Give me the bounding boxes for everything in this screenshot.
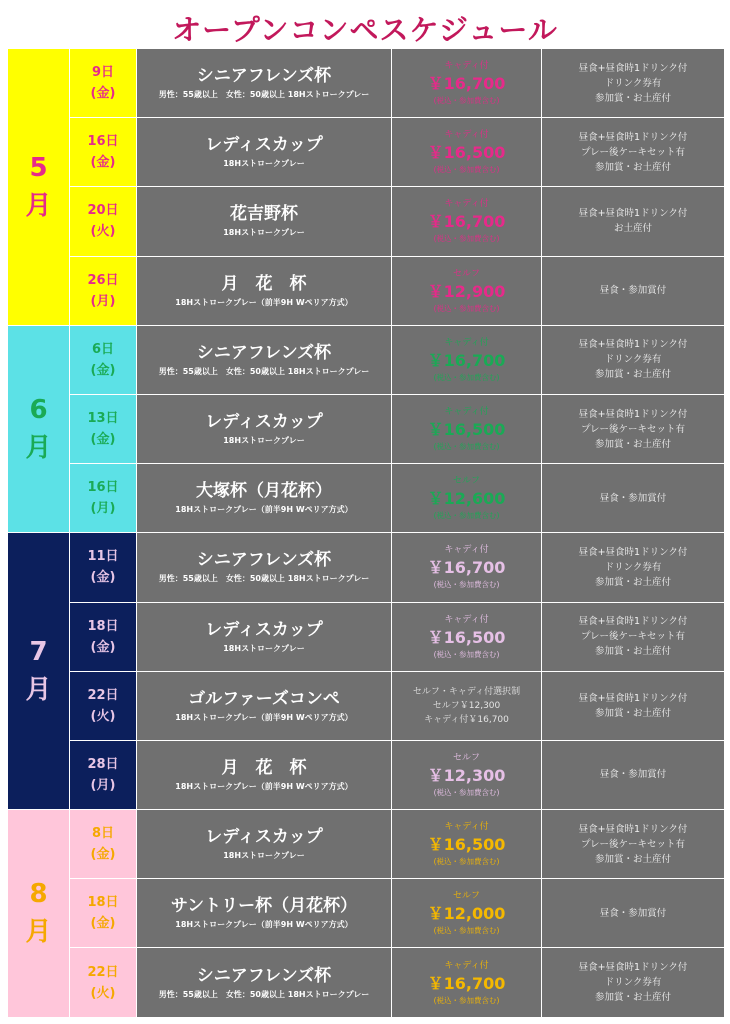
price-amount: ￥16,700: [427, 212, 506, 232]
price-note: (税込・参加費含む): [433, 926, 500, 936]
price-cell: [392, 49, 542, 118]
schedule-row: [8, 948, 725, 1017]
day-cell: [70, 49, 137, 118]
notes-cell: [542, 394, 725, 463]
month-label: 月: [25, 917, 52, 948]
day-cell: [70, 394, 137, 463]
day-date: 20日: [87, 203, 119, 219]
note-line: プレー後ケーキセット有: [580, 838, 686, 850]
day-weekday: (金): [90, 639, 116, 655]
price-type: セルフ: [452, 752, 480, 763]
schedule-row: [8, 118, 725, 187]
note-line: 参加賞・お土産付: [594, 853, 671, 865]
day-date: 18日: [87, 895, 119, 911]
price-type: キャディ付: [444, 337, 489, 348]
event-name: レディスカップ: [205, 619, 323, 640]
price-cell: [392, 325, 542, 394]
price-option: キャディ付￥16,700: [424, 714, 509, 725]
notes-cell: [542, 533, 725, 602]
price-type: キャディ付: [444, 407, 489, 418]
event-format: 男性：55歳以上 女性：50歳以上 18Hストロークプレー: [158, 366, 370, 376]
month-cell: [8, 810, 70, 1018]
note-line: 参加賞・お土産付: [594, 576, 671, 588]
price-cell: [392, 256, 542, 325]
event-cell: [137, 394, 392, 463]
day-date: 28日: [87, 756, 119, 772]
price-type: セルフ: [452, 891, 480, 902]
day-date: 8日: [91, 826, 115, 842]
notes-cell: [542, 740, 725, 809]
schedule-row: [8, 256, 725, 325]
price-cell: [392, 118, 542, 187]
note-line: 昼食・参加賞付: [599, 769, 667, 781]
schedule-row: [8, 464, 725, 533]
notes-cell: [542, 810, 725, 879]
month-cell: [8, 533, 70, 810]
notes-cell: [542, 948, 725, 1017]
event-name: 月 花 杯: [221, 273, 307, 294]
price-amount: ￥16,500: [427, 420, 506, 440]
event-name: レディスカップ: [205, 135, 323, 156]
schedule-row: [8, 533, 725, 602]
day-cell: [70, 464, 137, 533]
event-cell: [137, 187, 392, 256]
event-cell: [137, 49, 392, 118]
day-cell: [70, 256, 137, 325]
event-cell: [137, 464, 392, 533]
event-name: シニアフレンズ杯: [196, 550, 332, 571]
note-line: プレー後ケーキセット有: [580, 631, 686, 643]
day-cell: [70, 948, 137, 1017]
note-line: 昼食+昼食時1ドリンク付: [578, 62, 688, 74]
day-weekday: (金): [90, 570, 116, 586]
event-name: 大塚杯（月花杯）: [196, 481, 332, 502]
price-cell: [392, 948, 542, 1017]
price-type: キャディ付: [444, 960, 489, 971]
event-name: レディスカップ: [205, 827, 323, 848]
day-weekday: (金): [90, 155, 116, 171]
price-note: (税込・参加費含む): [433, 303, 500, 313]
day-cell: [70, 879, 137, 948]
day-date: 18日: [87, 618, 119, 634]
event-name: ゴルファーズコンペ: [188, 688, 340, 709]
event-cell: [137, 256, 392, 325]
day-weekday: (月): [90, 293, 116, 309]
event-cell: [137, 671, 392, 740]
price-type: セルフ: [452, 268, 480, 279]
day-date: 16日: [87, 134, 119, 150]
month-label: 月: [25, 433, 52, 464]
event-name: 月 花 杯: [221, 757, 307, 778]
price-amount: ￥16,500: [427, 627, 506, 647]
price-note: (税込・参加費含む): [433, 995, 500, 1005]
price-amount: ￥12,300: [427, 765, 506, 785]
note-line: 昼食+昼食時1ドリンク付: [578, 616, 688, 628]
event-format: 男性：55歳以上 女性：50歳以上 18Hストロークプレー: [158, 90, 370, 100]
note-line: 昼食・参加賞付: [599, 907, 667, 919]
day-date: 26日: [87, 272, 119, 288]
day-date: 16日: [87, 480, 119, 496]
day-date: 9日: [91, 65, 115, 81]
price-note: (税込・参加費含む): [433, 234, 500, 244]
day-weekday: (火): [90, 224, 116, 240]
day-weekday: (金): [90, 362, 116, 378]
event-cell: [137, 879, 392, 948]
price-type: キャディ付: [444, 545, 489, 556]
event-name: シニアフレンズ杯: [196, 342, 332, 363]
event-format: 18Hストロークプレー: [223, 159, 305, 169]
day-date: 6日: [91, 341, 115, 357]
schedule-row: [8, 671, 725, 740]
event-format: 男性：55歳以上 女性：50歳以上 18Hストロークプレー: [158, 574, 370, 584]
price-cell: [392, 810, 542, 879]
day-weekday: (金): [90, 432, 116, 448]
month-label: 8: [29, 879, 48, 910]
note-line: プレー後ケーキセット有: [580, 146, 686, 158]
price-cell: [392, 879, 542, 948]
price-amount: ￥16,500: [427, 143, 506, 163]
price-option: セルフ・キャディ付選択制: [412, 686, 521, 697]
price-note: (税込・参加費含む): [433, 511, 500, 521]
price-note: (税込・参加費含む): [433, 442, 500, 452]
event-name: 花吉野杯: [230, 204, 298, 225]
price-cell: [392, 394, 542, 463]
schedule-row: [8, 602, 725, 671]
event-name: サントリー杯（月花杯）: [170, 896, 358, 917]
price-amount: ￥16,700: [427, 74, 506, 94]
schedule-row: [8, 740, 725, 809]
event-format: 18Hストロークプレー: [223, 851, 305, 861]
note-line: 昼食+昼食時1ドリンク付: [578, 339, 688, 351]
month-label: 5: [29, 152, 48, 183]
note-line: 昼食+昼食時1ドリンク付: [578, 408, 688, 420]
event-cell: [137, 810, 392, 879]
note-line: 昼食+昼食時1ドリンク付: [578, 208, 688, 220]
price-amount: ￥16,700: [427, 350, 506, 370]
notes-cell: [542, 49, 725, 118]
event-cell: [137, 602, 392, 671]
price-note: (税込・参加費含む): [433, 372, 500, 382]
price-type: キャディ付: [444, 614, 489, 625]
day-cell: [70, 810, 137, 879]
event-format: 18Hストロークプレー: [223, 436, 305, 446]
price-cell: [392, 187, 542, 256]
note-line: 昼食+昼食時1ドリンク付: [578, 962, 688, 974]
note-line: ドリンク券有: [604, 561, 662, 573]
event-format: 18Hストロークプレー（前半9H Wペリア方式）: [175, 920, 353, 930]
event-format: 18Hストロークプレー: [223, 643, 305, 653]
event-name: レディスカップ: [205, 412, 323, 433]
price-note: (税込・参加費含む): [433, 96, 500, 106]
notes-cell: [542, 256, 725, 325]
month-label: 6: [29, 395, 48, 426]
price-cell: [392, 533, 542, 602]
schedule-row: [8, 394, 725, 463]
schedule-row: [8, 879, 725, 948]
month-label: 月: [25, 675, 52, 706]
event-format: 18Hストロークプレー: [223, 228, 305, 238]
price-cell: [392, 464, 542, 533]
note-line: 参加賞・お土産付: [594, 438, 671, 450]
day-cell: [70, 740, 137, 809]
price-option: セルフ￥12,300: [432, 700, 501, 711]
day-cell: [70, 118, 137, 187]
event-cell: [137, 948, 392, 1017]
price-amount: ￥16,700: [427, 558, 506, 578]
note-line: 参加賞・お土産付: [594, 992, 671, 1004]
note-line: プレー後ケーキセット有: [580, 423, 686, 435]
month-label: 月: [25, 190, 52, 221]
day-weekday: (金): [90, 86, 116, 102]
event-format: 18Hストロークプレー（前半9H Wペリア方式）: [175, 297, 353, 307]
note-line: 参加賞・お土産付: [594, 369, 671, 381]
event-name: シニアフレンズ杯: [196, 66, 332, 87]
schedule-table: [7, 48, 725, 1018]
day-date: 13日: [87, 411, 119, 427]
day-weekday: (金): [90, 847, 116, 863]
note-line: ドリンク券有: [604, 354, 662, 366]
month-cell: [8, 49, 70, 326]
price-type: キャディ付: [444, 199, 489, 210]
notes-cell: [542, 602, 725, 671]
price-type: キャディ付: [444, 130, 489, 141]
price-amount: ￥12,000: [427, 904, 506, 924]
schedule-row: [8, 325, 725, 394]
page-title: オープンコンペスケジュール: [172, 13, 558, 47]
price-note: (税込・参加費含む): [433, 580, 500, 590]
day-cell: [70, 533, 137, 602]
event-format: 18Hストロークプレー（前半9H Wペリア方式）: [175, 505, 353, 515]
month-label: 7: [29, 637, 48, 668]
day-date: 22日: [87, 687, 119, 703]
notes-cell: [542, 118, 725, 187]
note-line: 昼食・参加賞付: [599, 492, 667, 504]
price-note: (税込・参加費含む): [433, 165, 500, 175]
schedule-row: [8, 810, 725, 879]
schedule-row: [8, 187, 725, 256]
price-type: キャディ付: [444, 61, 489, 72]
price-note: (税込・参加費含む): [433, 787, 500, 797]
event-format: 男性：55歳以上 女性：50歳以上 18Hストロークプレー: [158, 989, 370, 999]
event-cell: [137, 740, 392, 809]
event-cell: [137, 533, 392, 602]
note-line: お土産付: [613, 223, 652, 235]
note-line: 参加賞・お土産付: [594, 646, 671, 658]
day-weekday: (火): [90, 708, 116, 724]
note-line: 参加賞・お土産付: [594, 161, 671, 173]
note-line: 参加賞・お土産付: [594, 707, 671, 719]
day-cell: [70, 325, 137, 394]
note-line: ドリンク券有: [604, 77, 662, 89]
note-line: 昼食+昼食時1ドリンク付: [578, 692, 688, 704]
schedule-row: [8, 49, 725, 118]
month-cell: [8, 325, 70, 533]
event-name: シニアフレンズ杯: [196, 965, 332, 986]
price-amount: ￥12,900: [427, 281, 506, 301]
price-type: キャディ付: [444, 822, 489, 833]
day-weekday: (火): [90, 985, 116, 1001]
notes-cell: [542, 325, 725, 394]
day-weekday: (月): [90, 777, 116, 793]
price-amount: ￥16,500: [427, 835, 506, 855]
price-note: (税込・参加費含む): [433, 857, 500, 867]
notes-cell: [542, 187, 725, 256]
day-weekday: (月): [90, 501, 116, 517]
price-type: セルフ: [452, 476, 480, 487]
note-line: 昼食+昼食時1ドリンク付: [578, 131, 688, 143]
note-line: 昼食+昼食時1ドリンク付: [578, 823, 688, 835]
note-line: 昼食・参加賞付: [599, 285, 667, 297]
day-cell: [70, 187, 137, 256]
day-cell: [70, 602, 137, 671]
notes-cell: [542, 671, 725, 740]
day-weekday: (金): [90, 916, 116, 932]
day-date: 11日: [87, 549, 119, 565]
event-format: 18Hストロークプレー（前半9H Wペリア方式）: [175, 781, 353, 791]
note-line: 昼食+昼食時1ドリンク付: [578, 546, 688, 558]
day-date: 22日: [87, 964, 119, 980]
event-cell: [137, 118, 392, 187]
notes-cell: [542, 464, 725, 533]
price-cell: [392, 740, 542, 809]
price-amount: ￥16,700: [427, 973, 506, 993]
price-cell: [392, 602, 542, 671]
price-note: (税込・参加費含む): [433, 649, 500, 659]
note-line: 参加賞・お土産付: [594, 92, 671, 104]
price-amount: ￥12,600: [427, 489, 506, 509]
event-format: 18Hストロークプレー（前半9H Wペリア方式）: [175, 712, 353, 722]
day-cell: [70, 671, 137, 740]
event-cell: [137, 325, 392, 394]
note-line: ドリンク券有: [604, 977, 662, 989]
notes-cell: [542, 879, 725, 948]
price-cell: [392, 671, 542, 740]
